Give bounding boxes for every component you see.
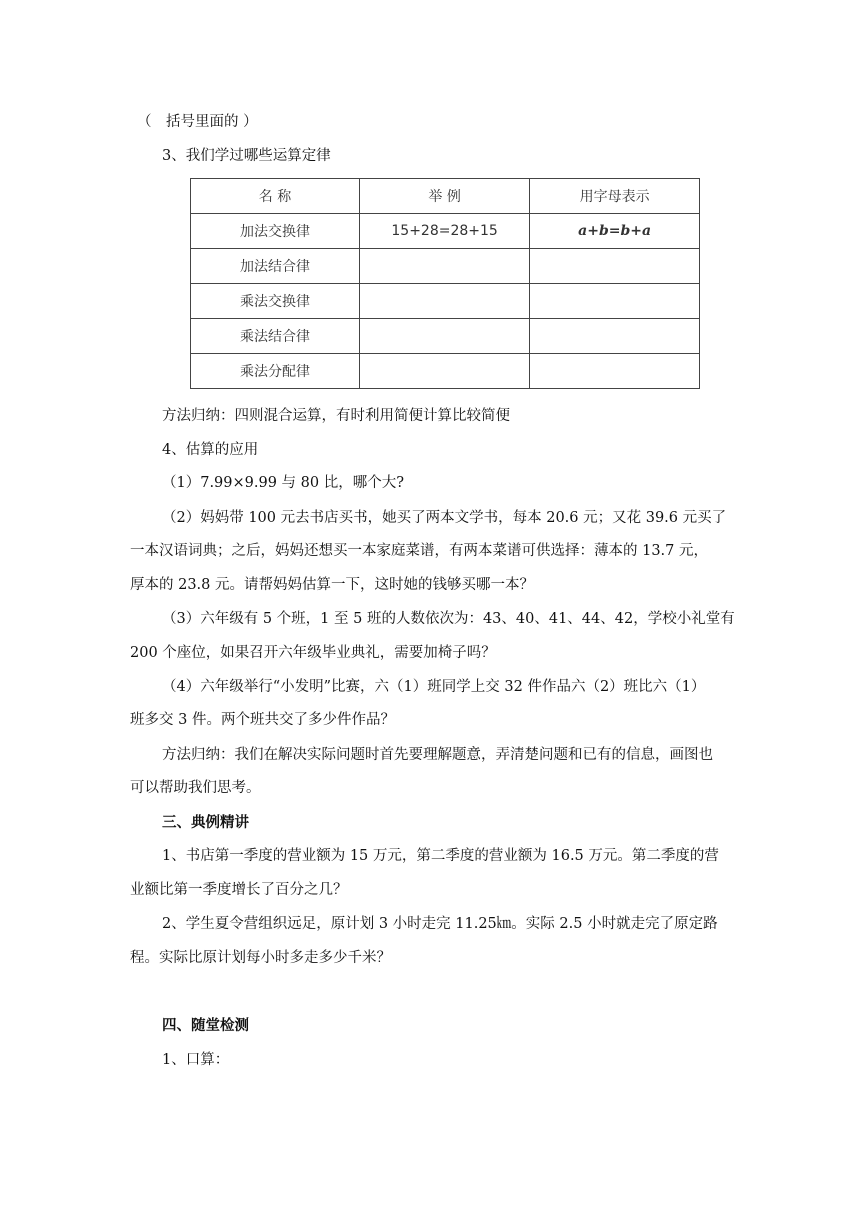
question-4-2-line-3: 厚本的 23.8 元。请帮妈妈估算一下，这时她的钱够买哪一本？ <box>130 577 535 593</box>
example-1-line-2: 业额比第一季度增长了百分之几？ <box>130 882 348 898</box>
table-row <box>191 214 700 249</box>
section-4-heading: 四、随堂检测 <box>162 1018 249 1034</box>
question-4-2-line-1: （2）妈妈带 100 元去书店买书，她买了两本文学书，每本 20.6 元；又花 39.6 元买了 <box>162 510 727 526</box>
table-header-cell: 名 称 <box>191 179 360 214</box>
table-cell-formula <box>530 284 700 319</box>
example-1-line-1: 1、书店第一季度的营业额为 15 万元，第二季度的营业额为 16.5 万元。第二季度的营 <box>162 848 719 864</box>
table-cell-example <box>360 354 530 389</box>
table-cell-formula <box>530 354 700 389</box>
method-summary-2-line-1: 方法归纳：我们在解决实际问题时首先要理解题意，弄清楚问题和已有的信息，画图也 <box>162 747 713 763</box>
question-4-4-line-1: （4）六年级举行“小发明”比赛，六（1）班同学上交 32 件作品六（2）班比六（1） <box>162 679 706 695</box>
table-cell-example <box>360 319 530 354</box>
question-4-1: （1）7.99×9.99 与 80 比，哪个大? <box>162 475 404 491</box>
table-header-cell: 用字母表示 <box>530 179 700 214</box>
table-row <box>191 354 700 389</box>
table-cell-law-name: 乘法结合律 <box>191 319 360 354</box>
question-4-3-line-1: （3）六年级有 5 个班，1 至 5 班的人数依次为：43、40、41、44、42，学校小礼堂有 <box>162 611 735 627</box>
question-4-heading: 4、估算的应用 <box>162 442 259 458</box>
question-3-heading: 3、我们学过哪些运算定律 <box>162 148 331 164</box>
operation-laws-table <box>190 178 700 389</box>
table-header-cell: 举 例 <box>360 179 530 214</box>
question-4-2-line-2: 一本汉语词典；之后，妈妈还想买一本家庭菜谱，有两本菜谱可供选择：薄本的 13.7 元， <box>130 543 709 559</box>
table-cell-example <box>360 284 530 319</box>
table-cell-law-name: 乘法交换律 <box>191 284 360 319</box>
table-cell-example <box>360 249 530 284</box>
section-3-heading: 三、典例精讲 <box>162 815 249 831</box>
question-4-3-line-2: 200 个座位，如果召开六年级毕业典礼，需要加椅子吗？ <box>130 645 496 661</box>
table-cell-law-name: 加法结合律 <box>191 249 360 284</box>
table-row <box>191 249 700 284</box>
table-cell-example: 15+28=28+15 <box>360 214 530 249</box>
table-header-row <box>191 179 700 214</box>
mental-math-heading: 1、口算： <box>162 1052 230 1068</box>
table-cell-law-name: 加法交换律 <box>191 214 360 249</box>
example-2-line-1: 2、学生夏令营组织远足，原计划 3 小时走完 11.25㎞。实际 2.5 小时就走完了原定路 <box>162 916 718 932</box>
method-summary-1: 方法归纳：四则混合运算，有时利用简便计算比较简便 <box>162 408 510 424</box>
table-cell-law-name: 乘法分配律 <box>191 354 360 389</box>
table-cell-formula: a+b=b+a <box>530 214 700 249</box>
table-row <box>191 284 700 319</box>
table-cell-formula <box>530 319 700 354</box>
table-row <box>191 319 700 354</box>
method-summary-2-line-2: 可以帮助我们思考。 <box>130 780 261 796</box>
bracket-text-line: （ 括号里面的 ） <box>137 114 258 130</box>
question-4-4-line-2: 班多交 3 件。两个班共交了多少件作品？ <box>130 712 395 728</box>
example-2-line-2: 程。实际比原计划每小时多走多少千米？ <box>130 950 391 966</box>
table-cell-formula <box>530 249 700 284</box>
